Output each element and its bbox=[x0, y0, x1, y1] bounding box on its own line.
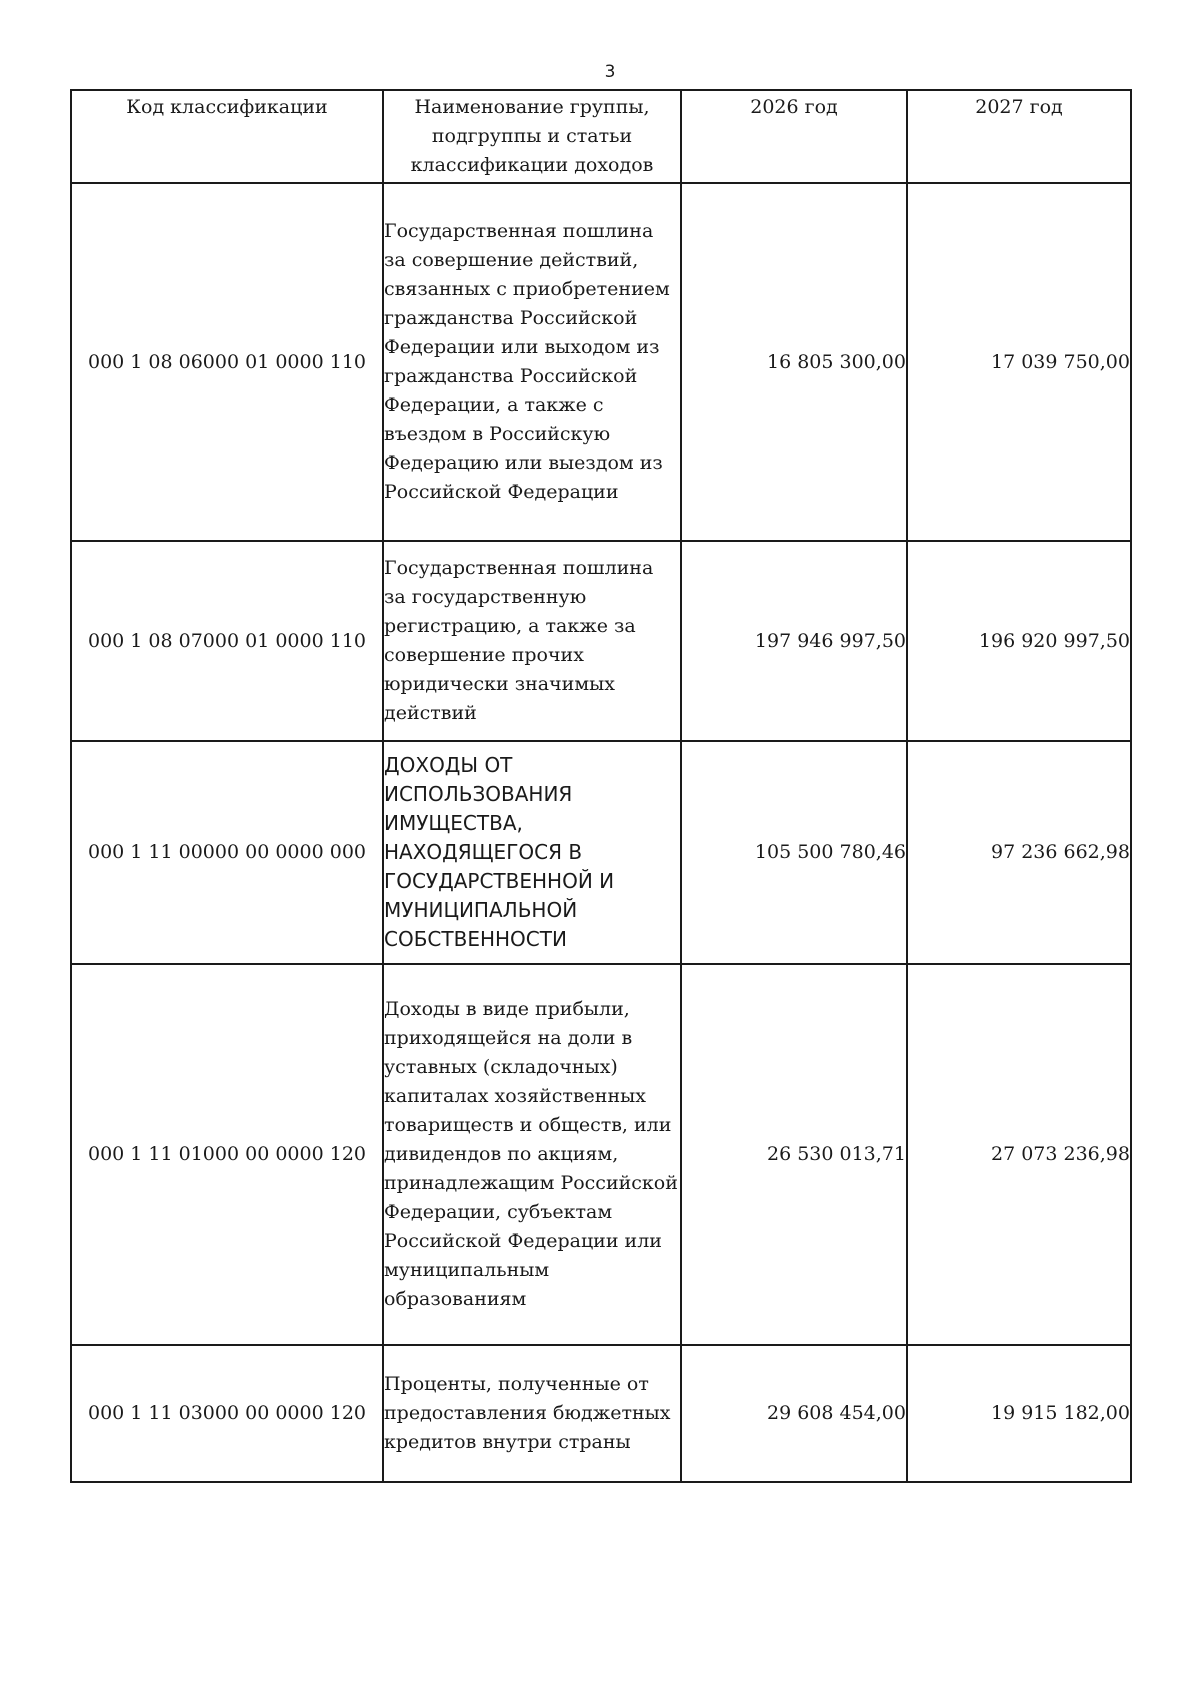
page-number: 3 bbox=[604, 62, 616, 82]
amount-2027: 97 236 662,98 bbox=[907, 741, 1131, 964]
revenue-name: ДОХОДЫ ОТ ИСПОЛЬЗОВАНИЯ ИМУЩЕСТВА, НАХОДЯЩЕГОСЯ В ГОСУДАРСТВЕННОЙ И МУНИЦИПАЛЬНОЙ СОБСТВЕННОСТИ bbox=[383, 741, 681, 964]
classification-code: 000 1 11 00000 00 0000 000 bbox=[71, 741, 383, 964]
amount-2027: 196 920 997,50 bbox=[907, 541, 1131, 741]
header-year-2027: 2027 год bbox=[907, 90, 1131, 183]
amount-2026: 29 608 454,00 bbox=[681, 1345, 907, 1482]
classification-code: 000 1 11 01000 00 0000 120 bbox=[71, 964, 383, 1345]
amount-2026: 105 500 780,46 bbox=[681, 741, 907, 964]
classification-code: 000 1 08 06000 01 0000 110 bbox=[71, 183, 383, 541]
table-row bbox=[71, 741, 1131, 964]
revenue-name: Государственная пошлина за государственную регистрацию, а также за совершение прочих юридически значимых действий bbox=[383, 541, 681, 741]
revenue-name: Проценты, полученные от предоставления бюджетных кредитов внутри страны bbox=[383, 1345, 681, 1482]
classification-code: 000 1 08 07000 01 0000 110 bbox=[71, 541, 383, 741]
header-code: Код классификации bbox=[71, 90, 383, 183]
amount-2027: 17 039 750,00 bbox=[907, 183, 1131, 541]
table-row bbox=[71, 183, 1131, 541]
amount-2027: 19 915 182,00 bbox=[907, 1345, 1131, 1482]
amount-2026: 26 530 013,71 bbox=[681, 964, 907, 1345]
table-row bbox=[71, 541, 1131, 741]
table-row bbox=[71, 1345, 1131, 1482]
amount-2026: 16 805 300,00 bbox=[681, 183, 907, 541]
amount-2026: 197 946 997,50 bbox=[681, 541, 907, 741]
revenue-classification-table bbox=[70, 89, 1132, 1483]
table-row bbox=[71, 964, 1131, 1345]
revenue-name: Государственная пошлина за совершение действий, связанных с приобретением гражданства Российской Федерации или выходом из гражданства Российской Федерации, а также с въездом в Российскую Федерацию или выездом из Российской Федерации bbox=[383, 183, 681, 541]
header-year-2026: 2026 год bbox=[681, 90, 907, 183]
amount-2027: 27 073 236,98 bbox=[907, 964, 1131, 1345]
header-name: Наименование группы, подгруппы и статьи классификации доходов bbox=[383, 90, 681, 183]
revenue-name: Доходы в виде прибыли, приходящейся на доли в уставных (складочных) капиталах хозяйственных товариществ и обществ, или дивидендов по акциям, принадлежащим Российской Федерации, субъектам Российской Федерации или муниципальным образованиям bbox=[383, 964, 681, 1345]
table-header-row bbox=[71, 90, 1131, 183]
classification-code: 000 1 11 03000 00 0000 120 bbox=[71, 1345, 383, 1482]
